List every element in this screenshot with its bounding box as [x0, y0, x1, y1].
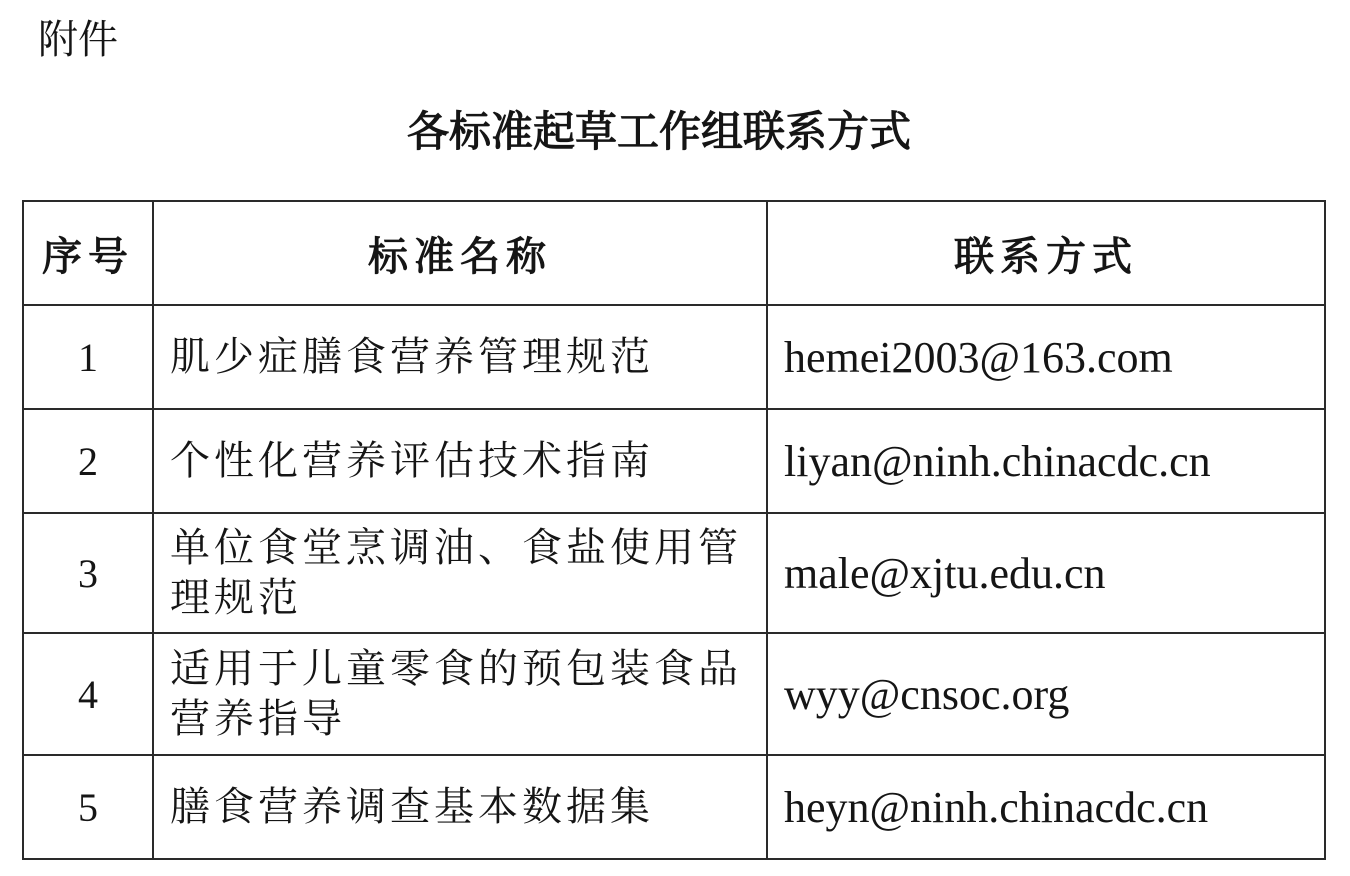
row-seq: 4	[23, 633, 153, 755]
header-standard-name: 标准名称	[153, 201, 767, 305]
row-contact-email: wyy@cnsoc.org	[767, 633, 1325, 755]
table-row	[23, 633, 1325, 755]
row-standard-name: 肌少症膳食营养管理规范	[153, 305, 767, 409]
row-seq: 1	[23, 305, 153, 409]
row-contact-email: male@xjtu.edu.cn	[767, 513, 1325, 633]
attachment-label: 附件	[38, 17, 118, 63]
row-seq: 3	[23, 513, 153, 633]
header-contact: 联系方式	[767, 201, 1325, 305]
table-row	[23, 409, 1325, 513]
page-title: 各标准起草工作组联系方式	[406, 107, 911, 156]
row-seq: 5	[23, 755, 153, 859]
table-row	[23, 755, 1325, 859]
row-contact-email: hemei2003@163.com	[767, 305, 1325, 409]
row-standard-name: 单位食堂烹调油、食盐使用管理规范	[153, 513, 767, 633]
row-contact-email: heyn@ninh.chinacdc.cn	[767, 755, 1325, 859]
row-seq: 2	[23, 409, 153, 513]
table-row	[23, 305, 1325, 409]
header-seq: 序号	[23, 201, 153, 305]
table-row	[23, 513, 1325, 633]
row-standard-name: 个性化营养评估技术指南	[153, 409, 767, 513]
contacts-table	[22, 200, 1326, 860]
row-standard-name: 膳食营养调查基本数据集	[153, 755, 767, 859]
row-standard-name: 适用于儿童零食的预包装食品营养指导	[153, 633, 767, 755]
row-contact-email: liyan@ninh.chinacdc.cn	[767, 409, 1325, 513]
table-header-row	[23, 201, 1325, 305]
